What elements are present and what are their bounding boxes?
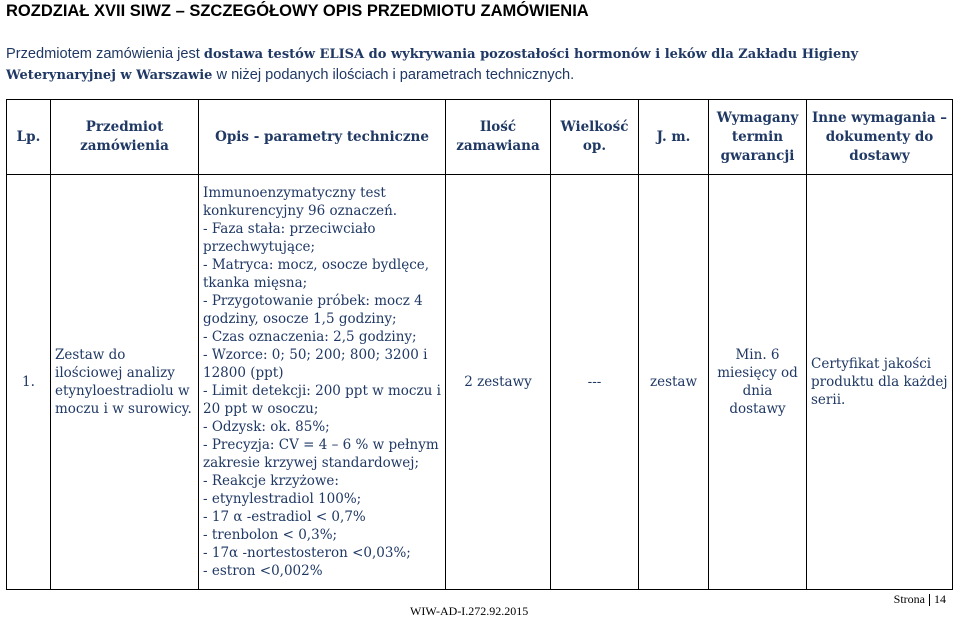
header-opis: Opis - parametry techniczne bbox=[199, 100, 446, 175]
page-separator bbox=[929, 594, 930, 606]
opis-line: - Odzysk: ok. 85%; bbox=[203, 419, 330, 435]
opis-line: - Faza stała: przeciwciało przechwytujące; bbox=[203, 221, 376, 255]
header-lp: Lp. bbox=[7, 100, 51, 175]
opis-line: - 17α -nortestosteron <0,03%; bbox=[203, 545, 411, 561]
header-przedmiot: Przedmiot zamówienia bbox=[51, 100, 199, 175]
intro-paragraph bbox=[6, 44, 954, 86]
opis-line: - etynylestradiol 100%; bbox=[203, 491, 362, 507]
header-jm: J. m. bbox=[639, 100, 709, 175]
table-header-row bbox=[7, 100, 953, 175]
document-heading: ROZDZIAŁ XVII SIWZ – SZCZEGÓŁOWY OPIS PRZEDMIOTU ZAMÓWIENIA bbox=[6, 2, 589, 20]
opis-line: - Czas oznaczenia: 2,5 godziny; bbox=[203, 329, 417, 345]
page-number-value: 14 bbox=[934, 592, 946, 606]
page-label: Strona bbox=[893, 592, 925, 606]
document-reference-code: WIW-AD-I.272.92.2015 bbox=[410, 604, 529, 618]
header-wielkosc: Wielkość op. bbox=[551, 100, 639, 175]
cell-wielkosc: --- bbox=[551, 175, 639, 590]
opis-line: - Reakcje krzyżowe: bbox=[203, 473, 339, 489]
cell-przedmiot: Zestaw do ilościowej analizy etynyloestradiolu w moczu i w surowicy. bbox=[51, 175, 199, 590]
specification-table bbox=[6, 99, 953, 590]
intro-bold-subject: dostawa testów ELISA do wykrywania pozostałości hormonów i leków dla Zakładu Higieny Weterynaryjnej w Warszawie bbox=[6, 47, 859, 83]
cell-jm: zestaw bbox=[639, 175, 709, 590]
opis-line: - Wzorce: 0; 50; 200; 800; 3200 i 12800 (ppt) bbox=[203, 347, 428, 381]
opis-line: - 17 α -estradiol < 0,7% bbox=[203, 509, 366, 525]
intro-text-end: w niżej podanych ilościach i parametrach technicznych. bbox=[212, 67, 575, 83]
opis-line: - Limit detekcji: 200 ppt w moczu i 20 ppt w osoczu; bbox=[203, 383, 441, 417]
page-number bbox=[894, 592, 946, 607]
header-ilosc: Ilość zamawiana bbox=[446, 100, 551, 175]
cell-inne: Certyfikat jakości produktu dla każdej serii. bbox=[807, 175, 953, 590]
cell-ilosc: 2 zestawy bbox=[446, 175, 551, 590]
opis-line: - Precyzja: CV = 4 – 6 % w pełnym zakresie krzywej standardowej; bbox=[203, 437, 439, 471]
header-termin: Wymagany termin gwarancji bbox=[709, 100, 807, 175]
opis-line: - estron <0,002% bbox=[203, 563, 323, 579]
cell-opis bbox=[199, 175, 446, 590]
cell-lp: 1. bbox=[7, 175, 51, 590]
table-row bbox=[7, 175, 953, 590]
intro-text-start: Przedmiotem zamówienia jest bbox=[6, 46, 204, 62]
opis-line: - Matryca: mocz, osocze bydlęce, tkanka mięsna; bbox=[203, 257, 430, 291]
opis-line: Immunoenzymatyczny test konkurencyjny 96 oznaczeń. bbox=[203, 185, 398, 219]
header-inne: Inne wymagania – dokumenty do dostawy bbox=[807, 100, 953, 175]
opis-line: - Przygotowanie próbek: mocz 4 godziny, osocze 1,5 godziny; bbox=[203, 293, 423, 327]
opis-line: - trenbolon < 0,3%; bbox=[203, 527, 338, 543]
cell-termin: Min. 6 miesięcy od dnia dostawy bbox=[709, 175, 807, 590]
